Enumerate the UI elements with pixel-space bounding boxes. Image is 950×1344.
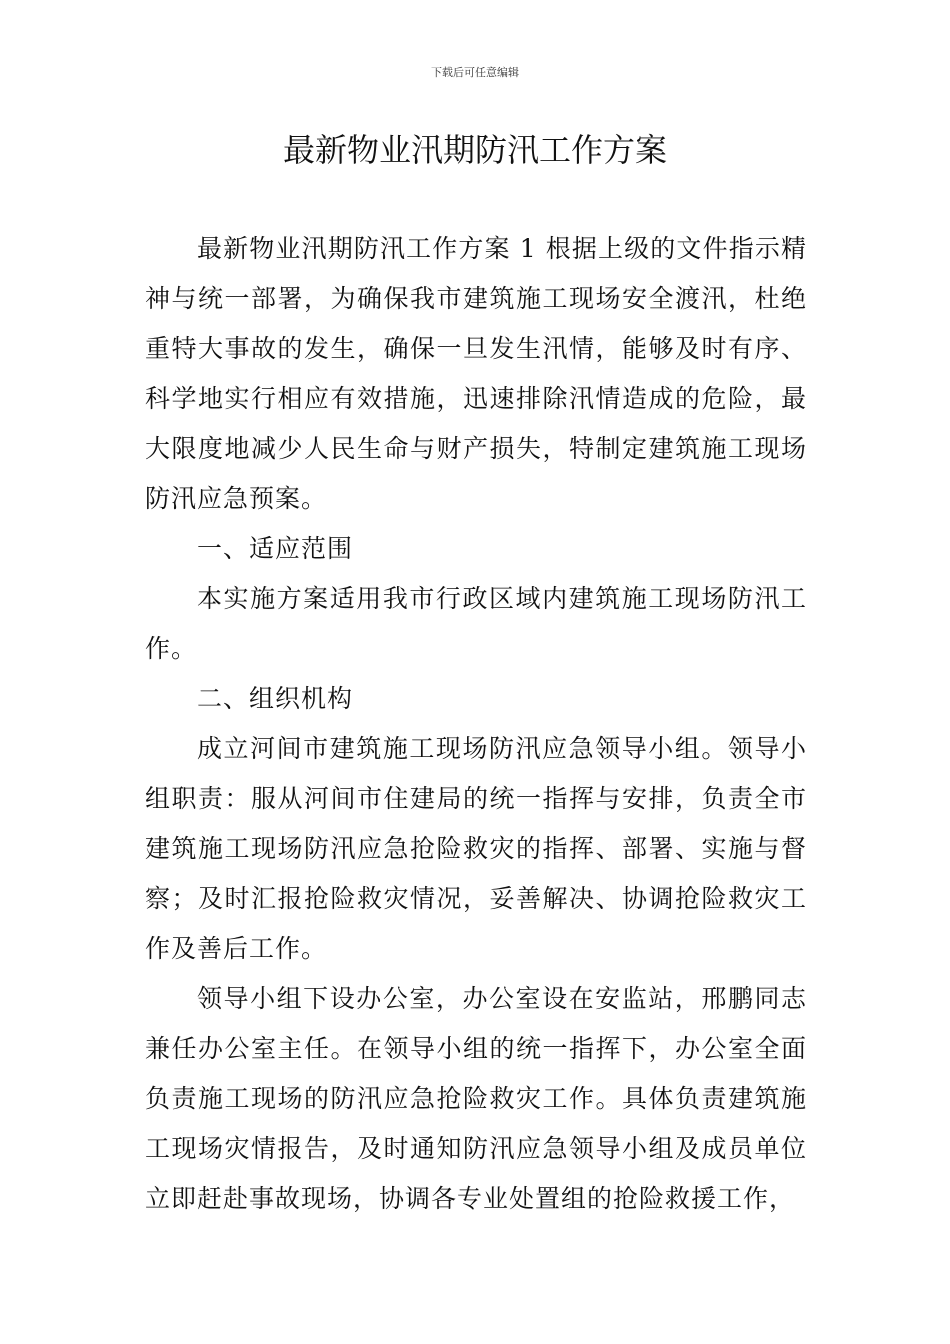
paragraph-office: 领导小组下设办公室，办公室设在安监站，邢鹏同志兼任办公室主任。在领导小组的统一指挥下，办公室全面负责施工现场的防汛应急抢险救灾工作。具体负责建筑施工现场灾情报告，及时通知防汛应急领导小组及成员单位立即赶赴事故现场，协调各专业处置组的抢险救援工作，	[145, 984, 807, 1213]
paragraph-leadership-group: 成立河间市建筑施工现场防汛应急领导小组。领导小组职责：服从河间市住建局的统一指挥与安排，负责全市建筑施工现场防汛应急抢险救灾的指挥、部署、实施与督察；及时汇报抢险救灾情况，妥善解决、协调抢险救灾工作及善后工作。	[145, 734, 807, 963]
paragraph-scope: 本实施方案适用我市行政区域内建筑施工现场防汛工作。	[145, 584, 807, 663]
section-heading-organization: 二、组织机构	[197, 684, 354, 713]
section-heading-scope: 一、适应范围	[197, 534, 354, 563]
document-title: 最新物业汛期防汛工作方案	[282, 131, 667, 169]
document-body	[145, 224, 807, 1224]
header-note: 下载后可任意编辑	[431, 66, 519, 79]
paragraph-intro: 最新物业汛期防汛工作方案 1 根据上级的文件指示精神与统一部署，为确保我市建筑施工现场安全渡汛，杜绝重特大事故的发生，确保一旦发生汛情，能够及时有序、科学地实行相应有效措施，迅速排除汛情造成的危险，最大限度地减少人民生命与财产损失，特制定建筑施工现场防汛应急预案。	[145, 234, 807, 513]
